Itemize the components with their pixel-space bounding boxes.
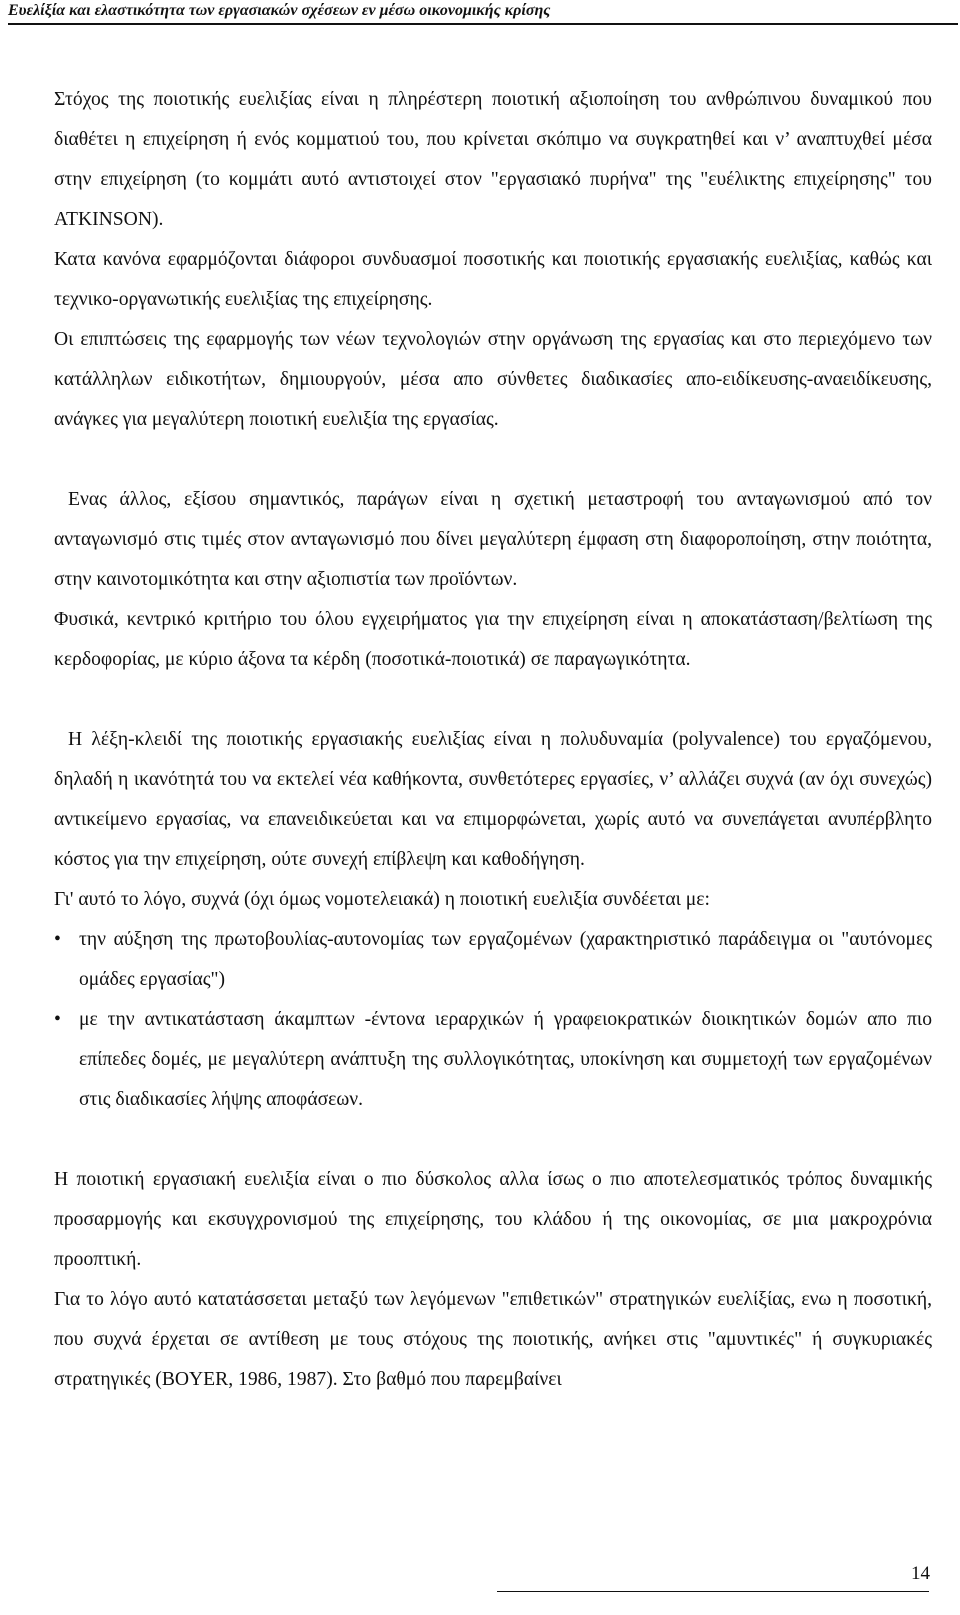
- list-item-text: με την αντικατάσταση άκαμπτων -έντονα ιεραρχικών ή γραφειοκρατικών διοικητικών δομών απο πιο επίπεδες δομές, με μεγαλύτερη ανάπτυξη της συλλογικότητας, υποκίνηση και συμμετοχή των εργαζομένων στις διαδικασίες λήψης αποφάσεων.: [79, 1009, 932, 1110]
- paragraph-offensive-strategies: Για το λόγο αυτό κατατάσσεται μεταξύ των λεγόμενων "επιθετικών" στρατηγικών ευελίξίας, ενω η ποσοτική, που συχνά έρχεται σε αντίθεση με τους στόχους της ποιοτικής, ανήκει στις "αμυντικές" ή συγκυριακές στρατηγικές (BOYER, 1986, 1987). Στο βαθμό που παρεμβαίνει: [54, 1289, 932, 1390]
- document-body: [54, 80, 932, 1400]
- paragraph-competition-shift: Ενας άλλος, εξίσου σημαντικός, παράγων είναι η σχετική μεταστροφή του ανταγωνισμού από τον ανταγωνισμό στις τιμές στον ανταγωνισμό που δίνει μεγαλύτερη έμφαση στη διαφοροποίηση, στην ποιότητα, στην καινοτομικότητα και στην αξιοπιστία των προϊόντων.: [54, 489, 932, 590]
- list-item-text: την αύξηση της πρωτοβουλίας-αυτονομίας των εργαζομένων (χαρακτηριστικό παράδειγμα οι "αυτόνομες ομάδες εργασίας"): [79, 929, 932, 990]
- paragraph-dynamic-adaptation: Η ποιοτική εργασιακή ευελιξία είναι ο πιο δύσκολος αλλα ίσως ο πιο αποτελεσματικός τρόπος δυναμικής προσαρμογής και εκσυγχρονισμού της επιχείρησης, του κλάδου ή της οικονομίας, σε μια μακροχρόνια προοπτική.: [54, 1169, 932, 1270]
- header-rule: [8, 23, 958, 25]
- list-item: [54, 920, 932, 1000]
- paragraph-gap: [54, 680, 932, 720]
- page-number: 14: [911, 1563, 930, 1584]
- bullet-marker: •: [54, 1009, 61, 1030]
- paragraph-gap: [54, 1120, 932, 1160]
- paragraph-quality-flexibility-goal: Στόχος της ποιοτικής ευελιξίας είναι η πληρέστερη ποιοτική αξιοποίηση του ανθρώπινου δυναμικού που διαθέτει η επιχείρηση ή ενός κομματιού του, που κρίνεται σκόπιμο να συγκρατηθεί και ν’ αναπτυχθεί μέσα στην επιχείρηση (το κομμάτι αυτό αντιστοιχεί στον "εργασιακό πυρήνα" της "ευέλικτης επιχείρησης" του ATKINSON).: [54, 89, 932, 230]
- running-header: Ευελίξία και ελαστικότητα των εργασιακών σχέσεων εν μέσω οικονομικής κρίσης: [8, 2, 551, 19]
- paragraph-gap: [54, 440, 932, 480]
- bullet-marker: •: [54, 929, 61, 950]
- paragraph-profitability: Φυσικά, κεντρικό κριτήριο του όλου εγχειρήματος για την επιχείρηση είναι η αποκατάσταση/βελτίωση της κερδοφορίας, με κύριο άξονα τα κέρδη (ποσοτικά-ποιοτικά) σε παραγωγικότητα.: [54, 609, 932, 670]
- paragraph-polyvalence: Η λέξη-κλειδί της ποιοτικής εργασιακής ευελιξίας είναι η πολυδυναμία (polyvalence) του εργαζόμενου, δηλαδή η ικανότητά του να εκτελεί νέα καθήκοντα, συνθετότερες εργασίες, ν’ αλλάζει συχνά (αν όχι συνεχώς) αντικείμενο εργασίας, να επανειδικεύεται και να επιμορφώνεται, χωρίς αυτό να συνεπάγεται ανυπέρβλητο κόστος για την επιχείρηση, ούτε συνεχή επίβλεψη και καθοδήγηση.: [54, 729, 932, 870]
- footer-rule: [497, 1591, 929, 1592]
- paragraph-links-intro: Γι' αυτό το λόγο, συχνά (όχι όμως νομοτελειακά) η ποιοτική ευελιξία συνδέεται με:: [54, 889, 710, 910]
- list-item: [54, 1000, 932, 1120]
- paragraph-new-technologies: Οι επιπτώσεις της εφαρμογής των νέων τεχνολογιών στην οργάνωση της εργασίας και στο περιεχόμενο των κατάλληλων ειδικοτήτων, δημιουργούν, μέσα απο σύνθετες διαδικασίες απο-ειδίκευσης-αναειδίκευσης, ανάγκες για μεγαλύτερη ποιοτική ευελιξία της εργασίας.: [54, 329, 932, 430]
- paragraph-combinations: Κατα κανόνα εφαρμόζονται διάφοροι συνδυασμοί ποσοτικής και ποιοτικής εργασιακής ευελιξίας, καθώς και τεχνικο-οργανωτικής ευελιξίας της επιχείρησης.: [54, 249, 932, 310]
